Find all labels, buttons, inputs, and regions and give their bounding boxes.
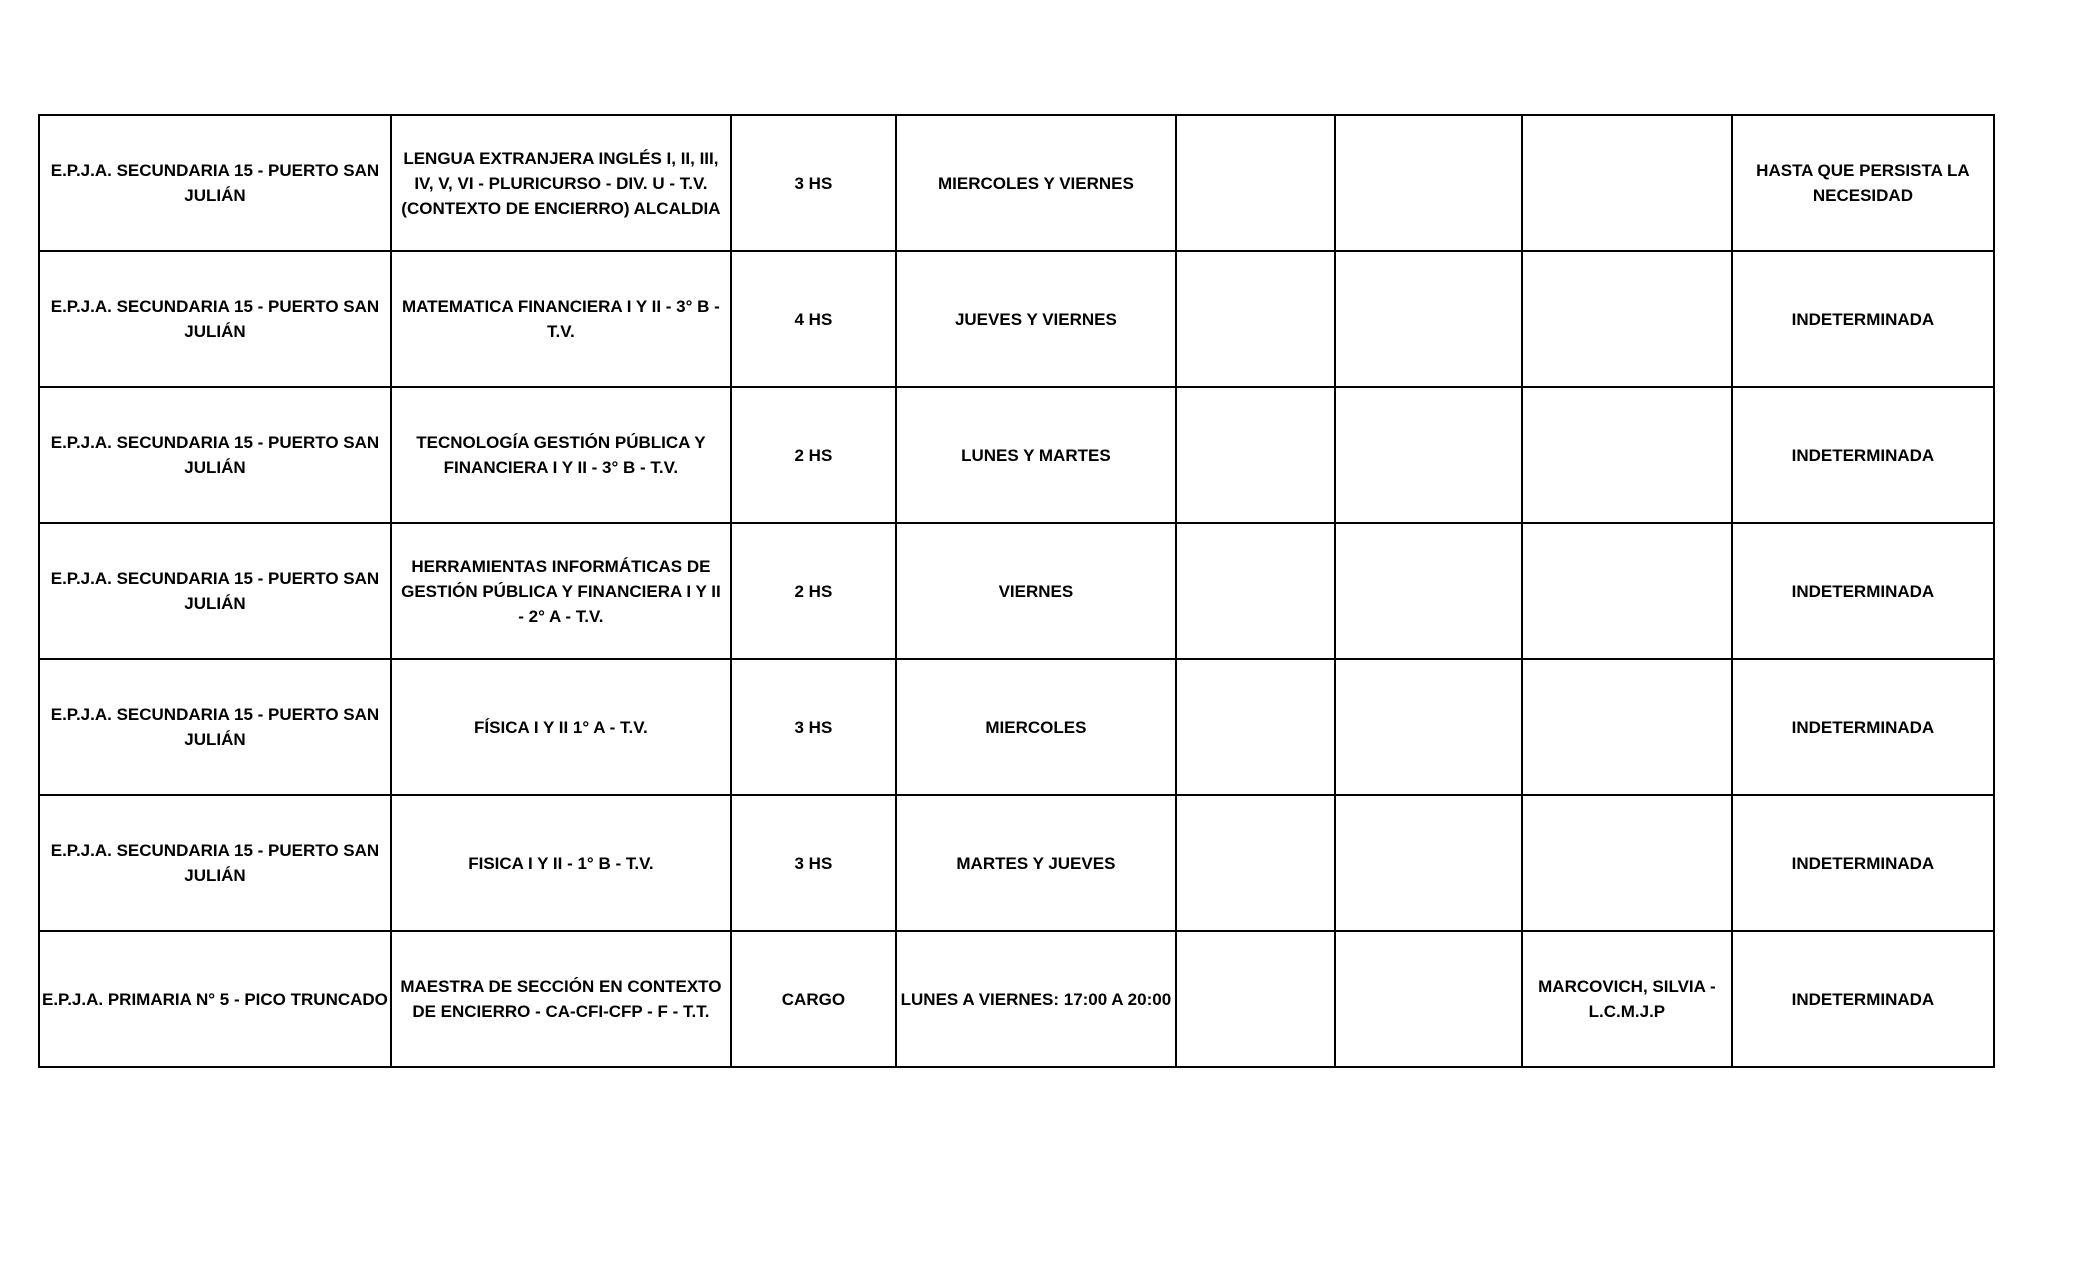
hours-cell: 3 HS	[731, 795, 896, 931]
holder-cell	[1522, 659, 1732, 795]
duration-cell: HASTA QUE PERSISTA LA NECESIDAD	[1732, 115, 1994, 251]
empty-cell	[1176, 659, 1335, 795]
empty-cell	[1176, 795, 1335, 931]
table-row	[39, 659, 1994, 795]
empty-cell	[1335, 931, 1522, 1067]
school-cell: E.P.J.A. SECUNDARIA 15 - PUERTO SAN JULIÁN	[39, 523, 391, 659]
hours-cell: 4 HS	[731, 251, 896, 387]
empty-cell	[1176, 115, 1335, 251]
holder-cell	[1522, 387, 1732, 523]
days-cell: JUEVES Y VIERNES	[896, 251, 1176, 387]
empty-cell	[1335, 523, 1522, 659]
school-cell: E.P.J.A. SECUNDARIA 15 - PUERTO SAN JULIÁN	[39, 659, 391, 795]
subject-cell: HERRAMIENTAS INFORMÁTICAS DE GESTIÓN PÚBLICA Y FINANCIERA I Y II - 2° A - T.V.	[391, 523, 731, 659]
table-row	[39, 795, 1994, 931]
duration-cell: INDETERMINADA	[1732, 387, 1994, 523]
table-row	[39, 387, 1994, 523]
empty-cell	[1335, 795, 1522, 931]
subject-cell: MATEMATICA FINANCIERA I Y II - 3° B - T.V.	[391, 251, 731, 387]
table-row	[39, 115, 1994, 251]
school-cell: E.P.J.A. SECUNDARIA 15 - PUERTO SAN JULIÁN	[39, 387, 391, 523]
duration-cell: INDETERMINADA	[1732, 523, 1994, 659]
empty-cell	[1335, 251, 1522, 387]
table-row	[39, 251, 1994, 387]
empty-cell	[1335, 387, 1522, 523]
days-cell: MIERCOLES Y VIERNES	[896, 115, 1176, 251]
empty-cell	[1176, 523, 1335, 659]
holder-cell: MARCOVICH, SILVIA - L.C.M.J.P	[1522, 931, 1732, 1067]
duration-cell: INDETERMINADA	[1732, 795, 1994, 931]
holder-cell	[1522, 795, 1732, 931]
table-row	[39, 931, 1994, 1067]
vacancies-table	[38, 114, 1995, 1068]
duration-cell: INDETERMINADA	[1732, 251, 1994, 387]
days-cell: LUNES A VIERNES: 17:00 A 20:00	[896, 931, 1176, 1067]
empty-cell	[1335, 659, 1522, 795]
subject-cell: MAESTRA DE SECCIÓN EN CONTEXTO DE ENCIERRO - CA-CFI-CFP - F - T.T.	[391, 931, 731, 1067]
days-cell: MARTES Y JUEVES	[896, 795, 1176, 931]
duration-cell: INDETERMINADA	[1732, 931, 1994, 1067]
hours-cell: 2 HS	[731, 387, 896, 523]
table-body	[39, 115, 1994, 1067]
duration-cell: INDETERMINADA	[1732, 659, 1994, 795]
table-row	[39, 523, 1994, 659]
empty-cell	[1335, 115, 1522, 251]
hours-cell: 2 HS	[731, 523, 896, 659]
empty-cell	[1176, 387, 1335, 523]
school-cell: E.P.J.A. SECUNDARIA 15 - PUERTO SAN JULIÁN	[39, 251, 391, 387]
empty-cell	[1176, 931, 1335, 1067]
empty-cell	[1176, 251, 1335, 387]
hours-cell: CARGO	[731, 931, 896, 1067]
school-cell: E.P.J.A. PRIMARIA N° 5 - PICO TRUNCADO	[39, 931, 391, 1067]
holder-cell	[1522, 523, 1732, 659]
subject-cell: LENGUA EXTRANJERA INGLÉS I, II, III, IV, V, VI - PLURICURSO - DIV. U - T.V. (CONTEXTO DE ENCIERRO) ALCALDIA	[391, 115, 731, 251]
subject-cell: FISICA I Y II - 1° B - T.V.	[391, 795, 731, 931]
subject-cell: TECNOLOGÍA GESTIÓN PÚBLICA Y FINANCIERA I Y II - 3° B - T.V.	[391, 387, 731, 523]
hours-cell: 3 HS	[731, 115, 896, 251]
days-cell: MIERCOLES	[896, 659, 1176, 795]
subject-cell: FÍSICA I Y II 1° A - T.V.	[391, 659, 731, 795]
holder-cell	[1522, 251, 1732, 387]
hours-cell: 3 HS	[731, 659, 896, 795]
days-cell: LUNES Y MARTES	[896, 387, 1176, 523]
days-cell: VIERNES	[896, 523, 1176, 659]
school-cell: E.P.J.A. SECUNDARIA 15 - PUERTO SAN JULIÁN	[39, 115, 391, 251]
school-cell: E.P.J.A. SECUNDARIA 15 - PUERTO SAN JULIÁN	[39, 795, 391, 931]
holder-cell	[1522, 115, 1732, 251]
